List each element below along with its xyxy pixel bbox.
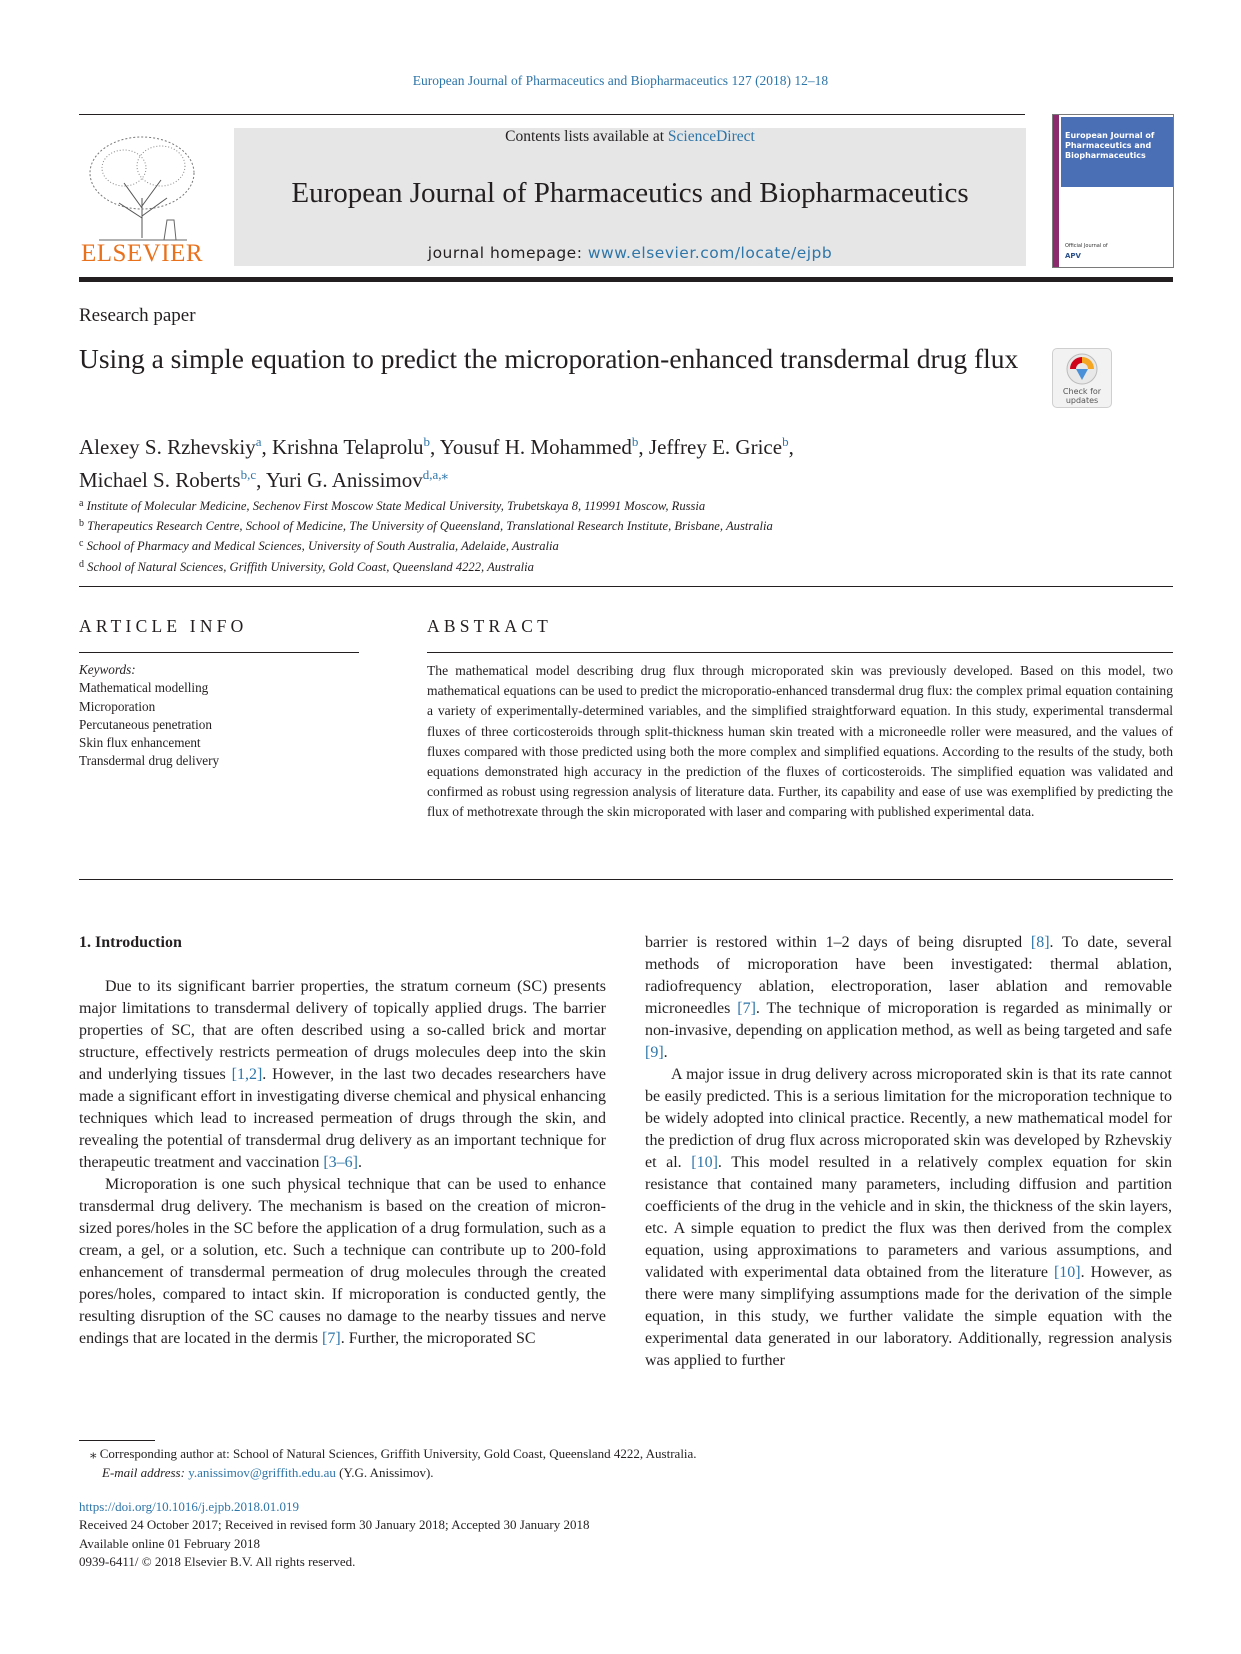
affiliations xyxy=(79,495,1079,576)
divider xyxy=(79,879,1173,880)
citation-link[interactable]: [1,2] xyxy=(231,1066,263,1083)
paragraph: Due to its significant barrier properties, the stratum corneum (SC) presents major limitations to transdermal delivery of topically applied drugs. The barrier properties of SC, that are often described using a so-called brick and mortar structure, effectively restricts permeation of drugs molecules deep into the skin and underlying tissues [1,2]. However, in the last two decades researchers have made a significant effort in investigating diverse chemical and physical enhancing techniques which lead to increased permeation of drugs through the skin, and revealing the potential of transdermal drug delivery as an important technique for therapeutic treatment and vaccination [3–6]. xyxy=(79,978,607,1171)
abstract-heading: ABSTRACT xyxy=(427,616,553,636)
header-thick-rule xyxy=(79,277,1173,282)
divider xyxy=(79,652,359,653)
email-line: E-mail address: y.anissimov@griffith.edu.au (Y.G. Anissimov). xyxy=(102,1464,434,1480)
section-type: Research paper xyxy=(79,305,196,326)
paragraph: barrier is restored within 1–2 days of being disrupted [8]. To date, several methods of microporation have been investigated: thermal ablation, radiofrequency ablation, electroporation, laser ablation and removable microneedles [7]. The technique of microporation is regarded as minimally or non-invasive, depending on application method, as well as being targeted and safe [9]. xyxy=(645,934,1173,1061)
cover-society: APV xyxy=(1065,252,1081,260)
paragraph: Microporation is one such physical technique that can be used to enhance transdermal drug delivery. The mechanism is based on the creation of micron-sized pores/holes in the SC before the application of a drug formulation, such as a cream, a gel, or a solution, etc. Such a technique can contribute up to 200-fold enhancement of transdermal permeation of drug molecules through the created pores/holes, compared to intact skin. If microporation is conducted gently, the resulting disruption of the SC causes no damage to the nearby tissues and nerve endings that are located in the dermis [7]. Further, the microporated SC xyxy=(79,1176,606,1347)
contents-line: Contents lists available at ScienceDirect xyxy=(505,128,755,145)
cover-official: Official Journal of xyxy=(1065,243,1108,249)
sciencedirect-link[interactable]: ScienceDirect xyxy=(667,128,755,145)
corresponding-footnote xyxy=(90,1445,1090,1482)
affiliation: $^c$ School of Pharmacy and Medical Sciences, University of South Australia, Adelaide, Australia xyxy=(79,538,559,554)
affiliation: $^a$ Institute of Molecular Medicine, Sechenov First Moscow State Medical University, Trubetskaya 8, 119991 Moscow, Russia xyxy=(79,498,706,513)
journal-title: European Journal of Pharmaceutics and Biopharmaceutics xyxy=(291,177,969,209)
keyword: Mathematical modelling xyxy=(79,680,209,696)
author: Michael S. Roberts$^{b,c}$, xyxy=(79,467,266,492)
author-list xyxy=(79,428,1079,494)
author: Alexey S. Rzhevskiy$^a$, xyxy=(79,434,273,459)
body-column-left xyxy=(79,932,606,1350)
citation-link[interactable]: [8] xyxy=(1030,934,1050,951)
available-online: Available online 01 February 2018 xyxy=(79,1535,260,1551)
journal-cover[interactable] xyxy=(1052,114,1174,268)
elsevier-wordmark: ELSEVIER xyxy=(80,240,204,267)
crossmark-icon xyxy=(1053,349,1111,389)
cover-title: European Journal of Pharmaceutics and Biopharmaceutics xyxy=(1065,131,1155,160)
received-dates: Received 24 October 2017; Received in revised form 30 January 2018; Accepted 30 January 2018 xyxy=(79,1517,590,1533)
keywords-label: Keywords: xyxy=(79,662,136,677)
paragraph: A major issue in drug delivery across microporated skin is that its rate cannot be easily predicted. This is a serious limitation for the microporation technique to be widely adopted into clinical practice. Recently, a new mathematical model for the prediction of drug flux across microporated skin was developed by Rzhevskiy et al. [10]. This model resulted in a relatively complex equation for skin resistance that contained many parameters, including diffusion and partition coefficients of the drug in the vehicle and in skin, the thickness of the skin layers, etc. A simple equation to predict the flux was then derived from the complex equation, using approximations to parameters and various assumptions, and validated with experimental data obtained from the literature [10]. However, as there were many simplifying assumptions made for the derivation of the simple equation, in this study, we further validate the simple equation with the experimental data generated in our laboratory. Additionally, regression analysis was applied to further xyxy=(645,1066,1173,1369)
citation-link[interactable]: [3–6] xyxy=(323,1154,358,1171)
homepage-line: journal homepage: www.elsevier.com/locate/ejpb xyxy=(427,244,833,262)
homepage-link[interactable]: www.elsevier.com/locate/ejpb xyxy=(587,244,833,262)
paper-title: Using a simple equation to predict the microporation-enhanced transdermal drug flux xyxy=(79,343,1019,374)
divider xyxy=(427,652,1173,653)
body-column-right xyxy=(645,932,1172,1372)
citation-link[interactable]: [10] xyxy=(691,1154,718,1171)
divider xyxy=(79,586,1173,587)
citation-link[interactable]: [7] xyxy=(737,1000,756,1017)
copyright: 0939-6411/ © 2018 Elsevier B.V. All rights reserved. xyxy=(79,1553,356,1569)
author: Yuri G. Anissimov$^{d,a,⁎}$ xyxy=(265,467,449,492)
header-rule xyxy=(79,114,1025,115)
section-heading: 1. Introduction xyxy=(79,934,182,951)
keywords-block xyxy=(79,661,359,771)
abstract-text: The mathematical model describing drug flux through microporated skin was previously developed. Based on this model, two mathematical equations can be used to predict the microporatio-enhanced transdermal drug flux: the complex primal equation containing a variety of experimentally-determined variables, and the simplified straightforward equation. In this study, experimental transdermal fluxes of three corticosteroids through split-thickness human skin treated with a microneedle roller were measured, and the values of fluxes compared with those predicted using both the more complex and simplified equations. According to the results of the study, both equations demonstrated high accuracy in the prediction of the fluxes of corticosteroids. The simplified equation was validated and confirmed as robust using regression analysis of literature data. Further, its capability and ease of use was exemplified by predicting the flux of methotrexate through the skin microporated with laser and comparing with published experimental data. xyxy=(427,663,1173,820)
citation-link[interactable]: [9] xyxy=(645,1044,664,1061)
crossmark-label: Check for updates xyxy=(1062,387,1102,405)
keyword: Microporation xyxy=(79,698,156,714)
check-for-updates-badge[interactable] xyxy=(1052,348,1112,408)
affiliation: $^d$ School of Natural Sciences, Griffith University, Gold Coast, Queensland 4222, Australia xyxy=(79,558,534,574)
keyword: Percutaneous penetration xyxy=(79,716,212,732)
keyword: Transdermal drug delivery xyxy=(79,753,220,769)
footnote-rule xyxy=(79,1440,155,1441)
corresponding-author: ⁎ Corresponding author at: School of Natural Sciences, Griffith University, Gold Coast, Queensland 4222, Australia. xyxy=(90,1446,697,1461)
author: Yousuf H. Mohammed$^b$, xyxy=(439,434,649,459)
keyword: Skin flux enhancement xyxy=(79,735,201,751)
author: Krishna Telaprolu$^b$, xyxy=(272,434,440,459)
article-info-heading: ARTICLE INFO xyxy=(79,616,248,636)
citation-link[interactable]: [10] xyxy=(1053,1264,1081,1281)
citation-link[interactable]: [7] xyxy=(322,1330,341,1347)
publication-info xyxy=(79,1498,979,1571)
journal-citation[interactable]: European Journal of Pharmaceutics and Biopharmaceutics 127 (2018) 12–18 xyxy=(412,73,829,88)
affiliation: $^b$ Therapeutics Research Centre, School of Medicine, The University of Queensland, Translational Research Institute, Brisbane, Australia xyxy=(79,518,773,534)
doi-link[interactable]: https://doi.org/10.1016/j.ejpb.2018.01.019 xyxy=(79,1499,300,1514)
email-link[interactable]: y.anissimov@griffith.edu.au xyxy=(188,1464,336,1480)
author: Jeffrey E. Grice$^b$, xyxy=(648,434,794,459)
